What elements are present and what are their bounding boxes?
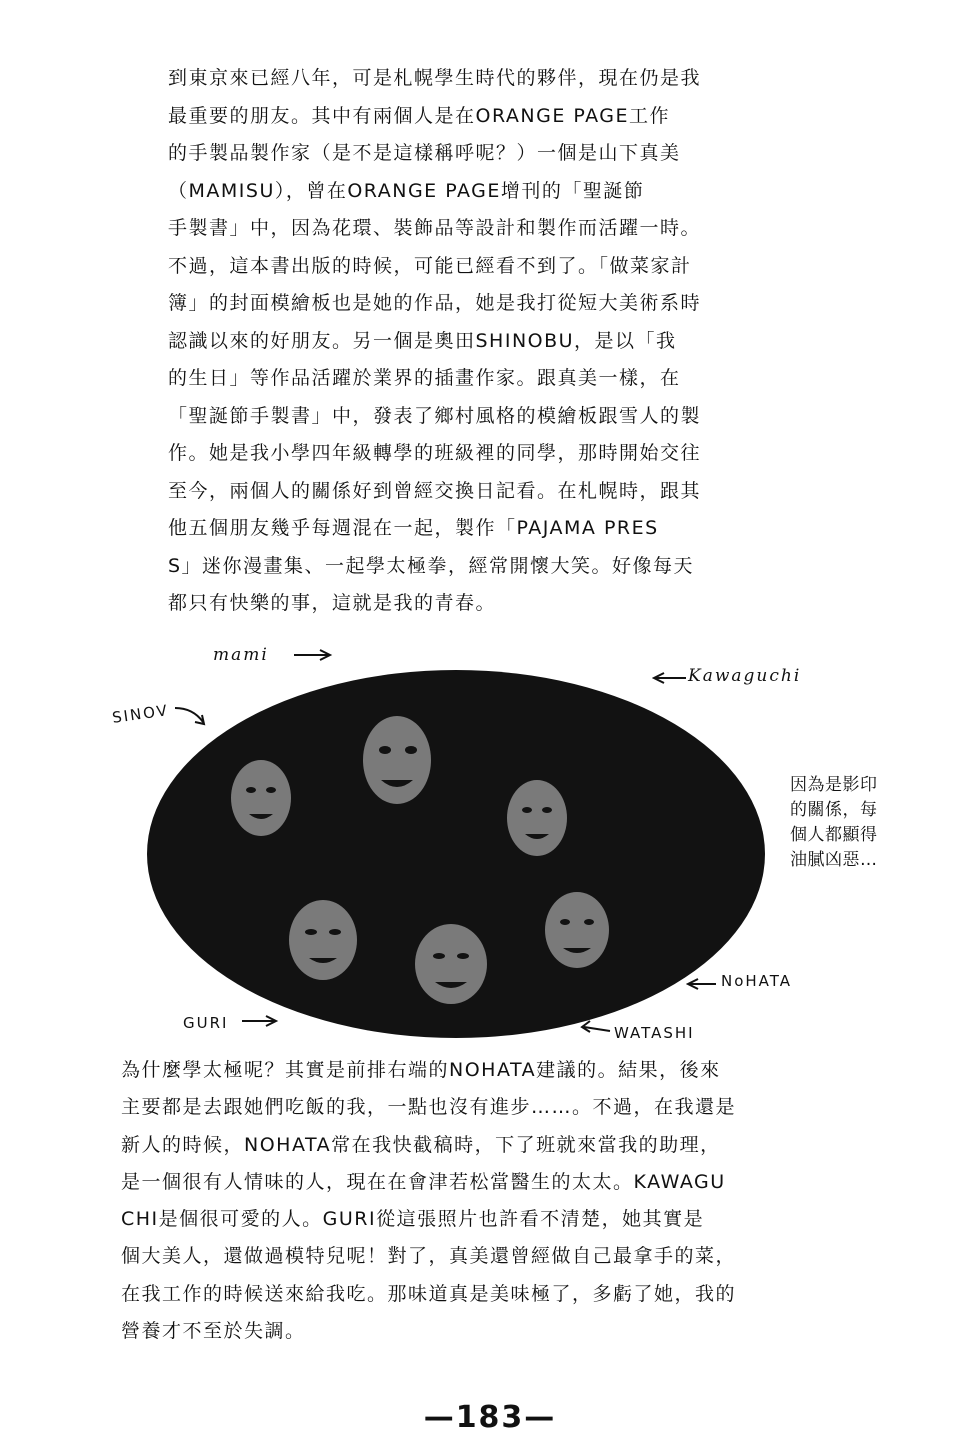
page-number: —183— <box>423 1400 557 1435</box>
text-line: 認識以來的好朋友。另一個是奧田SHINOBU，是以「我 <box>168 329 677 352</box>
text-line: 新人的時候，NOHATA常在我快截稿時，下了班就來當我的助理， <box>121 1133 721 1156</box>
text-line: 不過，這本書出版的時候，可能已經看不到了。「做菜家計 <box>168 254 692 277</box>
text-line: 個大美人，還做過模特兒呢！對了，真美還曾經做自己最拿手的菜， <box>121 1245 737 1268</box>
text-line: 是一個很有人情味的人，現在在會津若松當醫生的太太。KAWAGU <box>121 1170 726 1193</box>
paragraph-2 <box>121 1052 736 1350</box>
label-watashi: WATASHI <box>614 1024 695 1042</box>
text-line: 主要都是去跟她們吃飯的我，一點也沒有進步……。不過，在我還是 <box>121 1096 737 1119</box>
caption-line: 的關係，每 <box>790 800 878 820</box>
text-line: 在我工作的時候送來給我吃。那味道真是美味極了，多虧了她，我的 <box>121 1282 737 1305</box>
text-line: 的手製品製作家（是不是這樣稱呼呢？）一個是山下真美 <box>168 142 681 164</box>
text-line: （MAMISU），曾在ORANGE PAGE增刊的「聖誕節 <box>168 179 645 202</box>
text-line: 的生日」等作品活躍於業界的插畫作家。跟真美一樣，在 <box>168 367 681 389</box>
text-line: 簿」的封面模繪板也是她的作品，她是我打從短大美術系時 <box>168 292 702 314</box>
caption-line: 油膩凶惡… <box>790 850 878 870</box>
text-line: 至今，兩個人的關係好到曾經交換日記看。在札幌時，跟其 <box>168 479 702 502</box>
text-line: S」迷你漫畫集、一起學太極拳，經常開懷大笑。好像每天 <box>168 554 695 577</box>
text-line: 營養才不至於失調。 <box>121 1320 306 1343</box>
label-sinov: SINOV <box>111 701 170 727</box>
arrow-up-left-icon <box>578 1019 612 1035</box>
caption-line: 個人都顯得 <box>790 825 878 845</box>
paragraph-1 <box>168 60 701 623</box>
arrow-down-right-icon <box>173 704 207 728</box>
arrow-left-icon <box>686 977 718 991</box>
caption-line: 因為是影印 <box>790 775 878 795</box>
text-line: 到東京來已經八年，可是札幌學生時代的夥伴，現在仍是我 <box>168 67 702 89</box>
text-line: 手製書」中，因為花環、裝飾品等設計和製作而活躍一時。 <box>168 217 702 239</box>
text-line: CHI是個很可愛的人。GURI從這張照片也許看不清楚，她其實是 <box>121 1208 705 1231</box>
text-line: 他五個朋友幾乎每週混在一起，製作「PAJAMA PRES <box>168 517 659 539</box>
label-guri: GURI <box>183 1014 229 1032</box>
group-photo <box>145 668 767 1040</box>
arrow-right-icon <box>240 1014 280 1028</box>
label-kawaguchi: Kawaguchi <box>688 666 802 686</box>
arrow-left-icon <box>652 671 688 685</box>
label-mami: mami <box>213 645 269 665</box>
text-line: 為什麼學太極呢？其實是前排右端的NOHATA建議的。結果，後來 <box>121 1059 721 1081</box>
arrow-right-icon <box>292 648 334 662</box>
photo-caption <box>790 773 878 873</box>
text-line: 「聖誕節手製書」中，發表了鄉村風格的模繪板跟雪人的製 <box>168 404 702 427</box>
label-nohata: NoHATA <box>721 972 793 990</box>
text-line: 作。她是我小學四年級轉學的班級裡的同學，那時開始交往 <box>168 442 702 464</box>
text-line: 都只有快樂的事，這就是我的青春。 <box>168 592 497 614</box>
text-line: 最重要的朋友。其中有兩個人是在ORANGE PAGE工作 <box>168 104 670 127</box>
